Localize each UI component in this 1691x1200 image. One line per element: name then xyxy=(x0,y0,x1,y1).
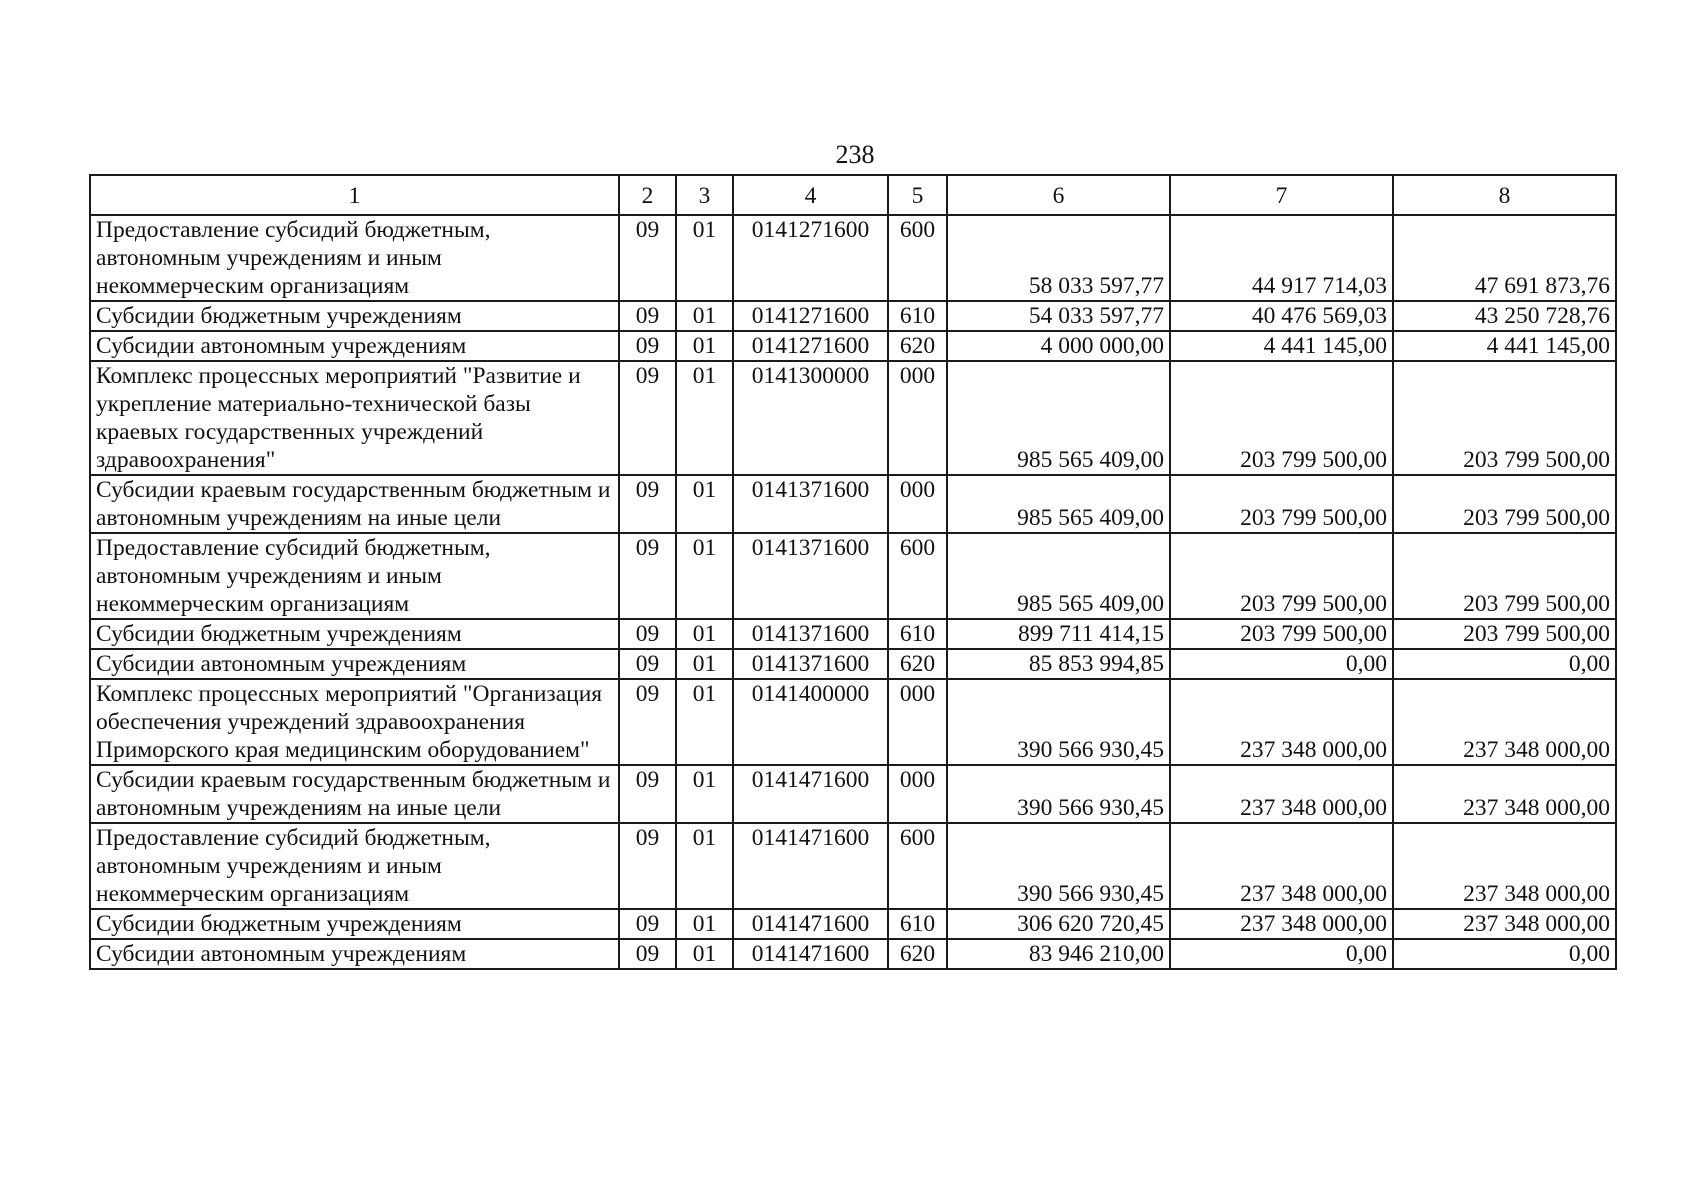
subsection-code-cell: 01 xyxy=(676,909,733,939)
column-header: 5 xyxy=(888,175,947,215)
subsection-code-cell: 01 xyxy=(676,533,733,619)
amount-cell-8: 203 799 500,00 xyxy=(1393,475,1616,533)
column-header: 4 xyxy=(733,175,888,215)
expense-type-cell: 610 xyxy=(888,619,947,649)
amount-cell-6: 54 033 597,77 xyxy=(947,301,1170,331)
amount-cell-8: 237 348 000,00 xyxy=(1393,679,1616,765)
section-code-cell: 09 xyxy=(619,909,676,939)
expense-type-cell: 620 xyxy=(888,939,947,969)
amount-cell-6: 390 566 930,45 xyxy=(947,823,1170,909)
amount-cell-8: 237 348 000,00 xyxy=(1393,765,1616,823)
target-article-cell: 0141471600 xyxy=(733,939,888,969)
amount-cell-8: 43 250 728,76 xyxy=(1393,301,1616,331)
expense-type-cell: 610 xyxy=(888,301,947,331)
amount-cell-6: 58 033 597,77 xyxy=(947,215,1170,301)
amount-cell-8: 237 348 000,00 xyxy=(1393,823,1616,909)
section-code-cell: 09 xyxy=(619,301,676,331)
budget-table xyxy=(89,174,1617,970)
amount-cell-7: 203 799 500,00 xyxy=(1170,475,1393,533)
subsection-code-cell: 01 xyxy=(676,361,733,475)
amount-cell-8: 47 691 873,76 xyxy=(1393,215,1616,301)
section-code-cell: 09 xyxy=(619,939,676,969)
target-article-cell: 0141371600 xyxy=(733,619,888,649)
expense-type-cell: 600 xyxy=(888,533,947,619)
amount-cell-8: 203 799 500,00 xyxy=(1393,619,1616,649)
section-code-cell: 09 xyxy=(619,533,676,619)
subsection-code-cell: 01 xyxy=(676,619,733,649)
section-code-cell: 09 xyxy=(619,649,676,679)
amount-cell-7: 203 799 500,00 xyxy=(1170,361,1393,475)
amount-cell-7: 40 476 569,03 xyxy=(1170,301,1393,331)
table-row xyxy=(90,533,1616,619)
section-code-cell: 09 xyxy=(619,619,676,649)
amount-cell-7: 237 348 000,00 xyxy=(1170,909,1393,939)
amount-cell-7: 203 799 500,00 xyxy=(1170,619,1393,649)
amount-cell-6: 4 000 000,00 xyxy=(947,331,1170,361)
row-name-cell: Предоставление субсидий бюджетным, автономным учреждениям и иным некоммерческим организациям xyxy=(90,823,619,909)
table-row xyxy=(90,215,1616,301)
row-name-cell: Субсидии бюджетным учреждениям xyxy=(90,619,619,649)
amount-cell-6: 985 565 409,00 xyxy=(947,533,1170,619)
target-article-cell: 0141271600 xyxy=(733,331,888,361)
target-article-cell: 0141300000 xyxy=(733,361,888,475)
subsection-code-cell: 01 xyxy=(676,679,733,765)
table-row xyxy=(90,301,1616,331)
row-name-cell: Предоставление субсидий бюджетным, автономным учреждениям и иным некоммерческим организациям xyxy=(90,215,619,301)
amount-cell-6: 390 566 930,45 xyxy=(947,679,1170,765)
column-header: 7 xyxy=(1170,175,1393,215)
amount-cell-6: 306 620 720,45 xyxy=(947,909,1170,939)
column-header: 1 xyxy=(90,175,619,215)
target-article-cell: 0141271600 xyxy=(733,215,888,301)
row-name-cell: Субсидии краевым государственным бюджетным и автономным учреждениям на иные цели xyxy=(90,765,619,823)
table-row xyxy=(90,619,1616,649)
subsection-code-cell: 01 xyxy=(676,331,733,361)
amount-cell-6: 83 946 210,00 xyxy=(947,939,1170,969)
amount-cell-7: 0,00 xyxy=(1170,649,1393,679)
column-header: 6 xyxy=(947,175,1170,215)
table-row xyxy=(90,361,1616,475)
expense-type-cell: 000 xyxy=(888,679,947,765)
subsection-code-cell: 01 xyxy=(676,939,733,969)
amount-cell-7: 44 917 714,03 xyxy=(1170,215,1393,301)
expense-type-cell: 000 xyxy=(888,765,947,823)
column-header: 3 xyxy=(676,175,733,215)
target-article-cell: 0141371600 xyxy=(733,475,888,533)
amount-cell-7: 4 441 145,00 xyxy=(1170,331,1393,361)
amount-cell-7: 203 799 500,00 xyxy=(1170,533,1393,619)
subsection-code-cell: 01 xyxy=(676,765,733,823)
amount-cell-8: 203 799 500,00 xyxy=(1393,533,1616,619)
amount-cell-8: 4 441 145,00 xyxy=(1393,331,1616,361)
expense-type-cell: 610 xyxy=(888,909,947,939)
subsection-code-cell: 01 xyxy=(676,475,733,533)
expense-type-cell: 000 xyxy=(888,361,947,475)
section-code-cell: 09 xyxy=(619,331,676,361)
amount-cell-7: 237 348 000,00 xyxy=(1170,679,1393,765)
target-article-cell: 0141471600 xyxy=(733,909,888,939)
amount-cell-7: 237 348 000,00 xyxy=(1170,765,1393,823)
expense-type-cell: 620 xyxy=(888,649,947,679)
section-code-cell: 09 xyxy=(619,361,676,475)
amount-cell-8: 237 348 000,00 xyxy=(1393,909,1616,939)
table-row xyxy=(90,823,1616,909)
section-code-cell: 09 xyxy=(619,823,676,909)
row-name-cell: Субсидии бюджетным учреждениям xyxy=(90,301,619,331)
row-name-cell: Комплекс процессных мероприятий "Развитие и укрепление материально-технической базы краевых государственных учреждений здравоохранения" xyxy=(90,361,619,475)
expense-type-cell: 600 xyxy=(888,215,947,301)
expense-type-cell: 600 xyxy=(888,823,947,909)
target-article-cell: 0141471600 xyxy=(733,823,888,909)
target-article-cell: 0141271600 xyxy=(733,301,888,331)
amount-cell-8: 203 799 500,00 xyxy=(1393,361,1616,475)
expense-type-cell: 000 xyxy=(888,475,947,533)
header-row xyxy=(90,175,1616,215)
amount-cell-6: 985 565 409,00 xyxy=(947,361,1170,475)
amount-cell-8: 0,00 xyxy=(1393,649,1616,679)
section-code-cell: 09 xyxy=(619,765,676,823)
row-name-cell: Субсидии автономным учреждениям xyxy=(90,649,619,679)
amount-cell-6: 390 566 930,45 xyxy=(947,765,1170,823)
subsection-code-cell: 01 xyxy=(676,649,733,679)
row-name-cell: Комплекс процессных мероприятий "Организация обеспечения учреждений здравоохранения Приморского края медицинским оборудованием" xyxy=(90,679,619,765)
row-name-cell: Субсидии бюджетным учреждениям xyxy=(90,909,619,939)
section-code-cell: 09 xyxy=(619,215,676,301)
table-row xyxy=(90,939,1616,969)
row-name-cell: Субсидии краевым государственным бюджетным и автономным учреждениям на иные цели xyxy=(90,475,619,533)
table-row xyxy=(90,679,1616,765)
table-row xyxy=(90,331,1616,361)
row-name-cell: Субсидии автономным учреждениям xyxy=(90,331,619,361)
row-name-cell: Предоставление субсидий бюджетным, автономным учреждениям и иным некоммерческим организациям xyxy=(90,533,619,619)
amount-cell-7: 0,00 xyxy=(1170,939,1393,969)
column-header: 8 xyxy=(1393,175,1616,215)
amount-cell-7: 237 348 000,00 xyxy=(1170,823,1393,909)
column-header: 2 xyxy=(619,175,676,215)
subsection-code-cell: 01 xyxy=(676,823,733,909)
target-article-cell: 0141371600 xyxy=(733,649,888,679)
subsection-code-cell: 01 xyxy=(676,301,733,331)
table-row xyxy=(90,765,1616,823)
table-row xyxy=(90,909,1616,939)
target-article-cell: 0141471600 xyxy=(733,765,888,823)
subsection-code-cell: 01 xyxy=(676,215,733,301)
table-row xyxy=(90,475,1616,533)
table-row xyxy=(90,649,1616,679)
page-number: 238 xyxy=(835,140,875,169)
target-article-cell: 0141400000 xyxy=(733,679,888,765)
amount-cell-6: 985 565 409,00 xyxy=(947,475,1170,533)
target-article-cell: 0141371600 xyxy=(733,533,888,619)
amount-cell-8: 0,00 xyxy=(1393,939,1616,969)
section-code-cell: 09 xyxy=(619,475,676,533)
expense-type-cell: 620 xyxy=(888,331,947,361)
row-name-cell: Субсидии автономным учреждениям xyxy=(90,939,619,969)
section-code-cell: 09 xyxy=(619,679,676,765)
amount-cell-6: 85 853 994,85 xyxy=(947,649,1170,679)
amount-cell-6: 899 711 414,15 xyxy=(947,619,1170,649)
